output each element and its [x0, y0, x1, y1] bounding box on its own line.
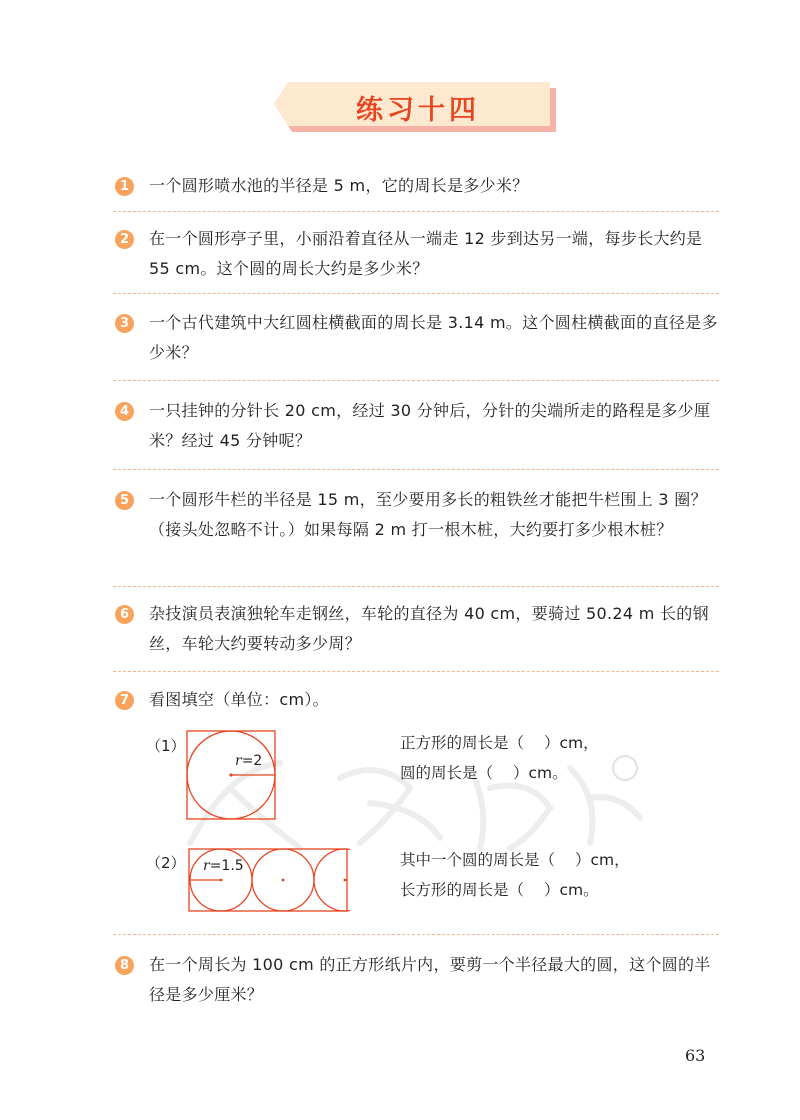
question-text: 在一个周长为 100 cm 的正方形纸片内，要剪一个半径最大的圆，这个圆的半径是多少厘米？ [149, 955, 711, 1004]
question-text: 在一个圆形亭子里，小丽沿着直径从一端走 12 步到达另一端，每步长大约是 55 cm。这个圆的周长大约是多少米？ [149, 229, 703, 278]
page-title: 练习十四 [356, 94, 480, 126]
divider [113, 211, 719, 212]
divider [113, 469, 719, 470]
fill-blank-circle-circumference: 圆的周长是（ ）cm。 [400, 764, 568, 782]
question-number-badge: 5 [115, 491, 134, 510]
fill-blank-circle-circumference-2: 其中一个圆的周长是（ ）cm， [400, 851, 630, 869]
question-text: 一只挂钟的分针长 20 cm，经过 30 分钟后，分针的尖端所走的路程是多少厘米？经过 45 分钟呢？ [149, 401, 711, 450]
question-number-badge: 8 [115, 956, 134, 975]
page-number: 63 [685, 1046, 706, 1065]
divider [113, 934, 719, 935]
question-number-badge: 3 [115, 314, 134, 333]
question-number-badge: 7 [115, 691, 134, 710]
fill-blank-square-perimeter: 正方形的周长是（ ）cm， [400, 734, 599, 752]
figure-1-label: （1） [146, 737, 186, 755]
question-number-badge: 4 [115, 402, 134, 421]
divider [113, 586, 719, 587]
divider [113, 671, 719, 672]
radius-label-1: r=2 [235, 753, 263, 769]
title-banner [274, 82, 556, 132]
divider [113, 293, 719, 294]
question-number-badge: 6 [115, 605, 134, 624]
square-with-circle-figure [186, 730, 278, 822]
divider [113, 380, 719, 381]
fill-blank-rectangle-perimeter: 长方形的周长是（ ）cm。 [400, 881, 599, 899]
question-text: 杂技演员表演独轮车走钢丝，车轮的直径为 40 cm，要骑过 50.24 m 长的钢丝，车轮大约要转动多少周？ [149, 604, 709, 653]
question-text: 一个圆形喷水池的半径是 5 m，它的周长是多少米？ [149, 176, 529, 195]
figure-2-label: （2） [146, 854, 186, 872]
radius-label-2: r=1.5 [203, 858, 244, 874]
question-text: 看图填空（单位：cm）。 [149, 690, 329, 709]
question-number-badge: 1 [115, 177, 134, 196]
question-text: 一个圆形牛栏的半径是 15 m，至少要用多长的粗铁丝才能把牛栏围上 3 圈？（接头处忽略不计。）如果每隔 2 m 打一根木桩，大约要打多少根木桩？ [149, 490, 707, 539]
question-text: 一个古代建筑中大红圆柱横截面的周长是 3.14 m。这个圆柱横截面的直径是多少米？ [149, 313, 718, 362]
question-number-badge: 2 [115, 230, 134, 249]
